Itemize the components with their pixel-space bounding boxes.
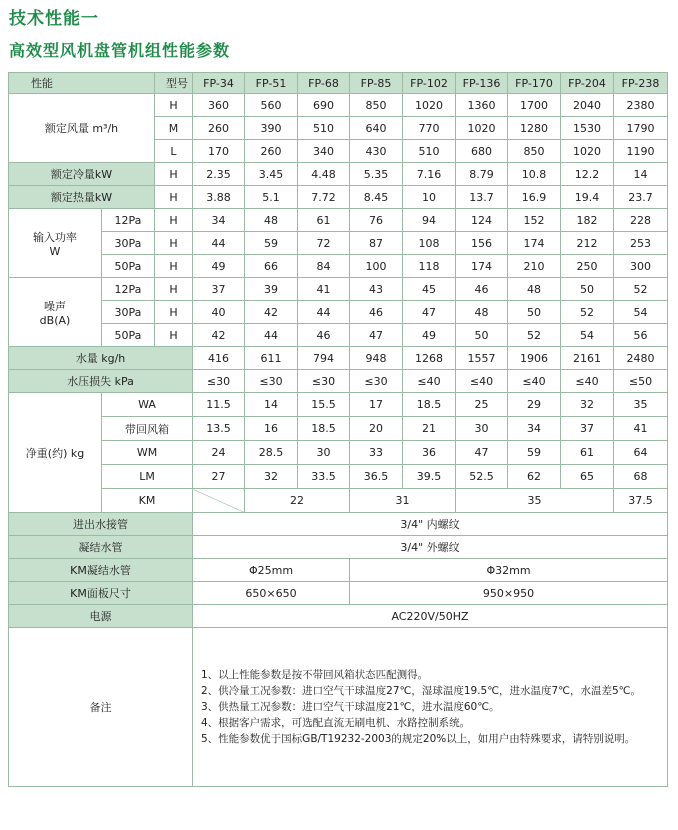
weight-km-row — [9, 489, 668, 513]
noise-value: 52 — [508, 324, 561, 347]
weight-value: 33.5 — [298, 465, 350, 489]
static-pressure: 30Pa — [102, 301, 155, 324]
pressure_loss-value: ≤30 — [193, 370, 245, 393]
weight-value: 59 — [508, 441, 561, 465]
noise-value: 50 — [456, 324, 508, 347]
weight-value: 29 — [508, 393, 561, 417]
airflow-value: 1190 — [614, 140, 668, 163]
airflow-label: 额定风量 m³/h — [9, 94, 155, 163]
header-model-6: FP-170 — [508, 73, 561, 94]
weight-value: 25 — [456, 393, 508, 417]
power-value: 253 — [614, 232, 668, 255]
table-title: 高效型风机盘管机组性能参数 — [9, 41, 231, 60]
km_panel-label: KM面板尺寸 — [9, 582, 193, 605]
header-model-8: FP-238 — [614, 73, 668, 94]
airflow-value: 1020 — [456, 117, 508, 140]
weight-value: 35 — [614, 393, 668, 417]
heating-value: 19.4 — [561, 186, 614, 209]
speed-level: H — [155, 255, 193, 278]
heating-label: 额定热量kW — [9, 186, 155, 209]
weight-value: 24 — [193, 441, 245, 465]
header-model-3: FP-85 — [350, 73, 403, 94]
weight-value: 37.5 — [614, 489, 668, 513]
note-line: 2、供冷量工况参数：进口空气干球温度27℃，湿球温度19.5℃，进水温度7℃，水温差5℃。 — [201, 685, 641, 697]
power-value: 44 — [193, 232, 245, 255]
weight-value: 34 — [508, 417, 561, 441]
performance-table — [8, 72, 668, 787]
airflow-value: 1020 — [403, 94, 456, 117]
weight-row — [9, 441, 668, 465]
airflow-value: 260 — [193, 117, 245, 140]
speed-level: H — [155, 186, 193, 209]
pressure_loss-label: 水压损失 kPa — [9, 370, 193, 393]
km_condensate-value: Φ32mm — [350, 559, 668, 582]
power-value: 49 — [193, 255, 245, 278]
noise-value: 41 — [298, 278, 350, 301]
power-value: 300 — [614, 255, 668, 278]
weight-value: 14 — [245, 393, 298, 417]
power-value: 59 — [245, 232, 298, 255]
heating-value: 7.72 — [298, 186, 350, 209]
static-pressure: 12Pa — [102, 278, 155, 301]
airflow-value: 690 — [298, 94, 350, 117]
power-value: 118 — [403, 255, 456, 278]
cooling-label: 额定冷量kW — [9, 163, 155, 186]
speed-level: M — [155, 117, 193, 140]
pressure_loss-row — [9, 370, 668, 393]
weight-value: 32 — [561, 393, 614, 417]
noise-value: 50 — [561, 278, 614, 301]
weight-value: 47 — [456, 441, 508, 465]
airflow-value: 1360 — [456, 94, 508, 117]
speed-level: H — [155, 301, 193, 324]
power-value: 156 — [456, 232, 508, 255]
weight-value: 36 — [403, 441, 456, 465]
weight-value: 61 — [561, 441, 614, 465]
header-model-1: FP-51 — [245, 73, 298, 94]
power-value: 124 — [456, 209, 508, 232]
cooling-value: 7.16 — [403, 163, 456, 186]
header-model-0: FP-34 — [193, 73, 245, 94]
weight-label: 净重(约) kg — [9, 393, 102, 513]
power-value: 210 — [508, 255, 561, 278]
unit-type: KM — [102, 489, 193, 513]
km_condensate-value: Φ25mm — [193, 559, 350, 582]
airflow-value: 1790 — [614, 117, 668, 140]
weight-value: 31 — [350, 489, 456, 513]
power-value: 250 — [561, 255, 614, 278]
water_flow-value: 611 — [245, 347, 298, 370]
weight-value: 35 — [456, 489, 614, 513]
water_flow-value: 2480 — [614, 347, 668, 370]
empty-diagonal-cell — [193, 489, 245, 513]
power-value: 76 — [350, 209, 403, 232]
note-line: 4、根据客户需求，可选配直流无刷电机、水路控制系统。 — [201, 717, 471, 729]
notes-text — [193, 628, 668, 787]
noise-value: 44 — [245, 324, 298, 347]
heating-value: 23.7 — [614, 186, 668, 209]
weight-value: 68 — [614, 465, 668, 489]
cooling-value: 4.48 — [298, 163, 350, 186]
header-model-7: FP-204 — [561, 73, 614, 94]
heating-value: 16.9 — [508, 186, 561, 209]
noise-value: 37 — [193, 278, 245, 301]
noise-row — [9, 278, 668, 301]
notes-label: 备注 — [9, 628, 193, 787]
power-label-line1: 输入功率 — [33, 230, 77, 244]
cooling-value: 10.8 — [508, 163, 561, 186]
noise-row — [9, 324, 668, 347]
cooling-value: 12.2 — [561, 163, 614, 186]
speed-level: H — [155, 232, 193, 255]
noise-value: 42 — [193, 324, 245, 347]
water_flow-value: 2161 — [561, 347, 614, 370]
condensate_pipe-label: 凝结水管 — [9, 536, 193, 559]
inlet_pipe-row — [9, 513, 668, 536]
water_flow-value: 1906 — [508, 347, 561, 370]
airflow-value: 770 — [403, 117, 456, 140]
header-model-label: 型号 — [155, 73, 193, 94]
weight-value: 21 — [403, 417, 456, 441]
water_flow-value: 1268 — [403, 347, 456, 370]
noise-value: 50 — [508, 301, 561, 324]
cooling-value: 3.45 — [245, 163, 298, 186]
noise-value: 44 — [298, 301, 350, 324]
power-value: 66 — [245, 255, 298, 278]
noise-label — [9, 278, 102, 347]
water_flow-label: 水量 kg/h — [9, 347, 193, 370]
weight-value: 15.5 — [298, 393, 350, 417]
pressure_loss-value: ≤30 — [245, 370, 298, 393]
weight-value: 64 — [614, 441, 668, 465]
pressure_loss-value: ≤40 — [508, 370, 561, 393]
power-value: 84 — [298, 255, 350, 278]
weight-value: 65 — [561, 465, 614, 489]
weight-value: 28.5 — [245, 441, 298, 465]
noise-value: 48 — [456, 301, 508, 324]
speed-level: H — [155, 209, 193, 232]
cooling-value: 8.79 — [456, 163, 508, 186]
water_flow-value: 948 — [350, 347, 403, 370]
pressure_loss-value: ≤40 — [561, 370, 614, 393]
noise-value: 46 — [298, 324, 350, 347]
airflow-value: 1700 — [508, 94, 561, 117]
heating-value: 10 — [403, 186, 456, 209]
airflow-value: 1280 — [508, 117, 561, 140]
weight-value: 39.5 — [403, 465, 456, 489]
airflow-value: 360 — [193, 94, 245, 117]
weight-value: 22 — [245, 489, 350, 513]
weight-value: 17 — [350, 393, 403, 417]
static-pressure: 50Pa — [102, 255, 155, 278]
airflow-value: 850 — [508, 140, 561, 163]
noise-value: 52 — [561, 301, 614, 324]
power-value: 34 — [193, 209, 245, 232]
noise-value: 47 — [350, 324, 403, 347]
weight-value: 20 — [350, 417, 403, 441]
weight-value: 18.5 — [298, 417, 350, 441]
pressure_loss-value: ≤40 — [403, 370, 456, 393]
noise-value: 56 — [614, 324, 668, 347]
power-value: 212 — [561, 232, 614, 255]
unit-type: 带回风箱 — [102, 417, 193, 441]
inlet_pipe-value: 3/4" 内螺纹 — [193, 513, 668, 536]
power-supply-label: 电源 — [9, 605, 193, 628]
noise-value: 46 — [350, 301, 403, 324]
unit-type: LM — [102, 465, 193, 489]
power-row — [9, 255, 668, 278]
power-value: 87 — [350, 232, 403, 255]
km_panel-value: 650×650 — [193, 582, 350, 605]
header-performance-label: 性能 — [9, 73, 155, 94]
water_flow-row — [9, 347, 668, 370]
power-value: 100 — [350, 255, 403, 278]
noise-value: 43 — [350, 278, 403, 301]
weight-value: 18.5 — [403, 393, 456, 417]
airflow-value: 560 — [245, 94, 298, 117]
cooling-value: 5.35 — [350, 163, 403, 186]
condensate_pipe-value: 3/4" 外螺纹 — [193, 536, 668, 559]
airflow-value: 430 — [350, 140, 403, 163]
power-value: 152 — [508, 209, 561, 232]
km_panel-row — [9, 582, 668, 605]
power-supply-row — [9, 605, 668, 628]
heating-value: 5.1 — [245, 186, 298, 209]
power-supply-value: AC220V/50HZ — [193, 605, 668, 628]
airflow-value: 640 — [350, 117, 403, 140]
power-row — [9, 209, 668, 232]
inlet_pipe-label: 进出水接管 — [9, 513, 193, 536]
water_flow-value: 1557 — [456, 347, 508, 370]
pressure_loss-value: ≤40 — [456, 370, 508, 393]
weight-row — [9, 465, 668, 489]
noise-value: 42 — [245, 301, 298, 324]
airflow-value: 260 — [245, 140, 298, 163]
km_panel-value: 950×950 — [350, 582, 668, 605]
noise-value: 54 — [561, 324, 614, 347]
noise-label-line2: dB(A) — [39, 313, 71, 327]
static-pressure: 50Pa — [102, 324, 155, 347]
noise-value: 45 — [403, 278, 456, 301]
heating-value: 13.7 — [456, 186, 508, 209]
weight-value: 41 — [614, 417, 668, 441]
speed-level: L — [155, 140, 193, 163]
page-heading: 技术性能一 — [9, 9, 99, 29]
static-pressure: 12Pa — [102, 209, 155, 232]
weight-value: 37 — [561, 417, 614, 441]
airflow-value: 390 — [245, 117, 298, 140]
power-value: 108 — [403, 232, 456, 255]
heating-value: 8.45 — [350, 186, 403, 209]
power-value: 182 — [561, 209, 614, 232]
weight-row — [9, 393, 668, 417]
noise-value: 46 — [456, 278, 508, 301]
power-value: 48 — [245, 209, 298, 232]
weight-value: 62 — [508, 465, 561, 489]
heating-value: 3.88 — [193, 186, 245, 209]
pressure_loss-value: ≤50 — [614, 370, 668, 393]
note-line: 5、性能参数优于国标GB/T19232-2003的规定20%以上，如用户由特殊要求，请特别说明。 — [201, 733, 636, 745]
power-value: 228 — [614, 209, 668, 232]
cooling-row — [9, 163, 668, 186]
noise-label-line1: 噪声 — [44, 299, 66, 313]
airflow-value: 1530 — [561, 117, 614, 140]
notes-row — [9, 628, 668, 787]
noise-row — [9, 301, 668, 324]
power-value: 61 — [298, 209, 350, 232]
noise-value: 40 — [193, 301, 245, 324]
airflow-value: 340 — [298, 140, 350, 163]
water_flow-value: 416 — [193, 347, 245, 370]
weight-value: 33 — [350, 441, 403, 465]
airflow-value: 510 — [298, 117, 350, 140]
airflow-row — [9, 94, 668, 117]
noise-value: 52 — [614, 278, 668, 301]
header-row — [9, 73, 668, 94]
condensate_pipe-row — [9, 536, 668, 559]
note-line: 1、以上性能参数是按不带回风箱状态匹配测得。 — [201, 669, 429, 681]
noise-value: 49 — [403, 324, 456, 347]
weight-value: 16 — [245, 417, 298, 441]
pressure_loss-value: ≤30 — [298, 370, 350, 393]
power-row — [9, 232, 668, 255]
weight-row — [9, 417, 668, 441]
airflow-value: 2040 — [561, 94, 614, 117]
noise-value: 54 — [614, 301, 668, 324]
cooling-value: 14 — [614, 163, 668, 186]
header-model-5: FP-136 — [456, 73, 508, 94]
airflow-value: 1020 — [561, 140, 614, 163]
airflow-value: 170 — [193, 140, 245, 163]
power-value: 174 — [508, 232, 561, 255]
power-value: 94 — [403, 209, 456, 232]
power-value: 174 — [456, 255, 508, 278]
power-label — [9, 209, 102, 278]
airflow-value: 680 — [456, 140, 508, 163]
power-label-line2: W — [49, 244, 61, 258]
airflow-value: 2380 — [614, 94, 668, 117]
water_flow-value: 794 — [298, 347, 350, 370]
static-pressure: 30Pa — [102, 232, 155, 255]
noise-value: 48 — [508, 278, 561, 301]
heating-row — [9, 186, 668, 209]
airflow-value: 510 — [403, 140, 456, 163]
speed-level: H — [155, 324, 193, 347]
weight-value: 36.5 — [350, 465, 403, 489]
km_condensate-label: KM凝结水管 — [9, 559, 193, 582]
weight-value: 32 — [245, 465, 298, 489]
power-value: 72 — [298, 232, 350, 255]
noise-value: 47 — [403, 301, 456, 324]
speed-level: H — [155, 163, 193, 186]
speed-level: H — [155, 94, 193, 117]
unit-type: WA — [102, 393, 193, 417]
header-model-2: FP-68 — [298, 73, 350, 94]
weight-value: 27 — [193, 465, 245, 489]
cooling-value: 2.35 — [193, 163, 245, 186]
airflow-value: 850 — [350, 94, 403, 117]
note-line: 3、供热量工况参数：进口空气干球温度21℃，进水温度60℃。 — [201, 701, 500, 713]
weight-value: 30 — [456, 417, 508, 441]
weight-value: 11.5 — [193, 393, 245, 417]
header-model-4: FP-102 — [403, 73, 456, 94]
km_condensate-row — [9, 559, 668, 582]
weight-value: 13.5 — [193, 417, 245, 441]
pressure_loss-value: ≤30 — [350, 370, 403, 393]
noise-value: 39 — [245, 278, 298, 301]
weight-value: 30 — [298, 441, 350, 465]
speed-level: H — [155, 278, 193, 301]
unit-type: WM — [102, 441, 193, 465]
weight-value: 52.5 — [456, 465, 508, 489]
